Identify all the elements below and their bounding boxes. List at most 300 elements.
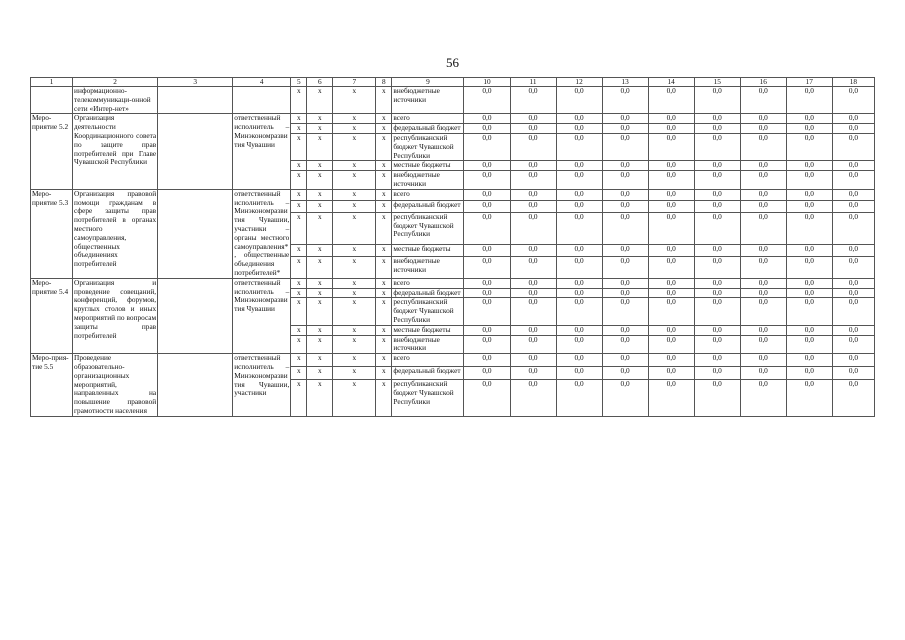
amount-cell: 0,0	[648, 161, 694, 171]
amount-cell: 0,0	[556, 114, 602, 124]
amount-cell: 0,0	[510, 124, 556, 134]
cell-x: x	[376, 189, 392, 201]
amount-cell: 0,0	[740, 114, 786, 124]
amount-cell: 0,0	[786, 189, 832, 201]
amount-cell: 0,0	[740, 87, 786, 114]
cell-x: x	[307, 298, 333, 325]
amount-cell: 0,0	[740, 189, 786, 201]
measure-name: информационно-телекоммуникаци-онной сети «Интер-нет»	[73, 87, 158, 114]
cell-x: x	[376, 367, 392, 380]
amount-cell: 0,0	[740, 245, 786, 257]
amount-cell: 0,0	[464, 124, 510, 134]
funding-source: республиканский бюджет Чувашской Республики	[392, 380, 464, 416]
funding-source: всего	[392, 189, 464, 201]
amount-cell: 0,0	[556, 380, 602, 416]
column-number: 2	[73, 78, 158, 87]
amount-cell: 0,0	[694, 245, 740, 257]
amount-cell: 0,0	[602, 133, 648, 160]
amount-cell: 0,0	[602, 161, 648, 171]
amount-cell: 0,0	[832, 298, 874, 325]
amount-cell: 0,0	[832, 256, 874, 278]
cell-x: x	[376, 212, 392, 244]
amount-cell: 0,0	[556, 124, 602, 134]
amount-cell: 0,0	[786, 298, 832, 325]
cell-x: x	[307, 114, 333, 124]
table-row	[31, 354, 875, 367]
measure-code: Меро-приятие 5.4	[31, 278, 73, 353]
amount-cell: 0,0	[602, 278, 648, 288]
cell-x: x	[291, 114, 307, 124]
cell-x: x	[291, 212, 307, 244]
cell-x: x	[307, 87, 333, 114]
cell-x: x	[291, 245, 307, 257]
cell-x: x	[291, 133, 307, 160]
cell-x: x	[307, 212, 333, 244]
cell-x: x	[307, 124, 333, 134]
funding-source: всего	[392, 114, 464, 124]
cell-x: x	[333, 201, 376, 213]
cell-x: x	[307, 380, 333, 416]
amount-cell: 0,0	[602, 380, 648, 416]
amount-cell: 0,0	[786, 114, 832, 124]
amount-cell: 0,0	[694, 133, 740, 160]
amount-cell: 0,0	[510, 114, 556, 124]
amount-cell: 0,0	[464, 335, 510, 354]
cell-x: x	[376, 87, 392, 114]
measure-code	[31, 87, 73, 114]
table-row	[31, 114, 875, 124]
amount-cell: 0,0	[556, 201, 602, 213]
funding-source: республиканский бюджет Чувашской Республики	[392, 212, 464, 244]
amount-cell: 0,0	[648, 354, 694, 367]
amount-cell: 0,0	[786, 171, 832, 190]
table-row	[31, 189, 875, 201]
column-number: 12	[556, 78, 602, 87]
amount-cell: 0,0	[510, 335, 556, 354]
column-number: 7	[333, 78, 376, 87]
column-number: 13	[602, 78, 648, 87]
amount-cell: 0,0	[556, 367, 602, 380]
amount-cell: 0,0	[510, 367, 556, 380]
amount-cell: 0,0	[832, 133, 874, 160]
amount-cell: 0,0	[648, 245, 694, 257]
cell-x: x	[291, 278, 307, 288]
table-row	[31, 87, 875, 114]
amount-cell: 0,0	[556, 133, 602, 160]
page-number: 56	[446, 55, 459, 70]
amount-cell: 0,0	[556, 87, 602, 114]
column-number: 6	[307, 78, 333, 87]
amount-cell: 0,0	[602, 124, 648, 134]
amount-cell: 0,0	[694, 298, 740, 325]
column-number: 17	[786, 78, 832, 87]
amount-cell: 0,0	[602, 367, 648, 380]
cell-x: x	[307, 189, 333, 201]
amount-cell: 0,0	[510, 87, 556, 114]
amount-cell: 0,0	[510, 354, 556, 367]
measure-code: Меро-прия-тие 5.5	[31, 354, 73, 417]
funding-source: всего	[392, 278, 464, 288]
amount-cell: 0,0	[510, 278, 556, 288]
amount-cell: 0,0	[694, 380, 740, 416]
amount-cell: 0,0	[832, 114, 874, 124]
cell-x: x	[376, 288, 392, 298]
amount-cell: 0,0	[694, 367, 740, 380]
funding-source: федеральный бюджет	[392, 201, 464, 213]
amount-cell: 0,0	[694, 189, 740, 201]
measure-name: Организация и проведение совещаний, конференций, форумов, круглых столов и иных мероприятий по вопросам защиты прав потребителей	[73, 278, 158, 353]
amount-cell: 0,0	[464, 298, 510, 325]
cell-x: x	[307, 354, 333, 367]
funding-source: местные бюджеты	[392, 245, 464, 257]
amount-cell: 0,0	[464, 380, 510, 416]
column-number: 18	[832, 78, 874, 87]
cell-x: x	[333, 114, 376, 124]
amount-cell: 0,0	[464, 245, 510, 257]
amount-cell: 0,0	[556, 256, 602, 278]
amount-cell: 0,0	[464, 367, 510, 380]
cell-x: x	[333, 124, 376, 134]
amount-cell: 0,0	[556, 335, 602, 354]
amount-cell: 0,0	[786, 335, 832, 354]
measure-name: Проведение образовательно-организационных мероприятий, направленных на повышение правовой грамотности населения	[74, 353, 157, 415]
amount-cell: 0,0	[740, 133, 786, 160]
amount-cell: 0,0	[694, 278, 740, 288]
amount-cell: 0,0	[602, 288, 648, 298]
amount-cell: 0,0	[556, 161, 602, 171]
amount-cell: 0,0	[740, 380, 786, 416]
amount-cell: 0,0	[648, 87, 694, 114]
amount-cell: 0,0	[510, 256, 556, 278]
cell-x: x	[291, 354, 307, 367]
funding-source: местные бюджеты	[392, 325, 464, 335]
cell-x: x	[291, 189, 307, 201]
cell-x: x	[333, 189, 376, 201]
cell-x: x	[376, 298, 392, 325]
measure-name: Организация правовой помощи гражданам в сфере защиты прав потребителей в органах местного самоуправления, общественных объединениях потребителей	[73, 189, 158, 278]
amount-cell: 0,0	[740, 288, 786, 298]
amount-cell: 0,0	[556, 189, 602, 201]
amount-cell: 0,0	[556, 171, 602, 190]
cell-x: x	[333, 161, 376, 171]
cell-x: x	[333, 335, 376, 354]
amount-cell: 0,0	[786, 367, 832, 380]
amount-cell: 0,0	[602, 212, 648, 244]
amount-cell: 0,0	[602, 171, 648, 190]
amount-cell: 0,0	[510, 189, 556, 201]
responsible-cell: ответственный исполнитель – Минэкономразвития Чувашии, участники – органы местного самоуправления*, общественные объединения потребителей*	[234, 189, 290, 277]
cell-x: x	[376, 278, 392, 288]
amount-cell: 0,0	[464, 161, 510, 171]
column-number-row	[31, 78, 875, 87]
amount-cell: 0,0	[464, 171, 510, 190]
column-number: 4	[233, 78, 291, 87]
amount-cell: 0,0	[694, 288, 740, 298]
amount-cell: 0,0	[832, 335, 874, 354]
amount-cell: 0,0	[832, 212, 874, 244]
cell-x: x	[291, 161, 307, 171]
column-number: 5	[291, 78, 307, 87]
column-number: 15	[694, 78, 740, 87]
cell-x: x	[333, 256, 376, 278]
amount-cell: 0,0	[464, 114, 510, 124]
amount-cell: 0,0	[602, 87, 648, 114]
amount-cell: 0,0	[464, 212, 510, 244]
amount-cell: 0,0	[464, 133, 510, 160]
amount-cell: 0,0	[740, 325, 786, 335]
amount-cell: 0,0	[556, 212, 602, 244]
amount-cell: 0,0	[832, 87, 874, 114]
amount-cell: 0,0	[694, 201, 740, 213]
column-number: 8	[376, 78, 392, 87]
cell-x: x	[307, 201, 333, 213]
amount-cell: 0,0	[786, 124, 832, 134]
amount-cell: 0,0	[786, 288, 832, 298]
amount-cell: 0,0	[786, 354, 832, 367]
cell-x: x	[307, 161, 333, 171]
amount-cell: 0,0	[464, 354, 510, 367]
cell-x: x	[291, 124, 307, 134]
amount-cell: 0,0	[786, 133, 832, 160]
amount-cell: 0,0	[556, 298, 602, 325]
budget-table	[30, 77, 875, 417]
amount-cell: 0,0	[786, 278, 832, 288]
amount-cell: 0,0	[464, 87, 510, 114]
cell-x: x	[307, 278, 333, 288]
amount-cell: 0,0	[786, 87, 832, 114]
amount-cell: 0,0	[786, 325, 832, 335]
amount-cell: 0,0	[510, 133, 556, 160]
amount-cell: 0,0	[740, 212, 786, 244]
amount-cell: 0,0	[510, 298, 556, 325]
column-number: 9	[392, 78, 464, 87]
amount-cell: 0,0	[464, 325, 510, 335]
measure-code: Меро-приятие 5.3	[31, 189, 73, 278]
cell-x: x	[291, 335, 307, 354]
cell-x: x	[307, 245, 333, 257]
amount-cell: 0,0	[556, 278, 602, 288]
amount-cell: 0,0	[464, 201, 510, 213]
cell-x: x	[376, 325, 392, 335]
amount-cell: 0,0	[602, 245, 648, 257]
responsible-cell: ответственный исполнитель – Минэкономразвития Чувашии	[233, 278, 291, 353]
responsible-cell: ответственный исполнитель – Минэкономразвития Чувашии, участники	[233, 354, 291, 417]
column-number: 16	[740, 78, 786, 87]
implementer-cell	[158, 189, 233, 278]
column-number: 1	[31, 78, 73, 87]
cell-x: x	[291, 380, 307, 416]
cell-x: x	[333, 298, 376, 325]
cell-x: x	[307, 133, 333, 160]
amount-cell: 0,0	[740, 161, 786, 171]
amount-cell: 0,0	[602, 256, 648, 278]
cell-x: x	[333, 245, 376, 257]
amount-cell: 0,0	[510, 380, 556, 416]
cell-x: x	[376, 124, 392, 134]
amount-cell: 0,0	[832, 161, 874, 171]
cell-x: x	[307, 325, 333, 335]
amount-cell: 0,0	[510, 245, 556, 257]
amount-cell: 0,0	[832, 367, 874, 380]
amount-cell: 0,0	[602, 354, 648, 367]
amount-cell: 0,0	[786, 256, 832, 278]
table-body	[31, 78, 875, 417]
amount-cell: 0,0	[694, 114, 740, 124]
amount-cell: 0,0	[740, 367, 786, 380]
implementer-cell	[158, 114, 233, 189]
amount-cell: 0,0	[648, 288, 694, 298]
amount-cell: 0,0	[648, 171, 694, 190]
cell-x: x	[376, 335, 392, 354]
cell-x: x	[333, 87, 376, 114]
amount-cell: 0,0	[740, 354, 786, 367]
table-row	[31, 278, 875, 288]
amount-cell: 0,0	[832, 325, 874, 335]
funding-source: республиканский бюджет Чувашской Республики	[392, 133, 464, 160]
amount-cell: 0,0	[740, 256, 786, 278]
responsible-cell: ответственный исполнитель – Минэкономразвития Чувашии	[233, 114, 291, 189]
amount-cell: 0,0	[602, 189, 648, 201]
cell-x: x	[307, 367, 333, 380]
responsible-cell	[233, 87, 291, 114]
funding-source: федеральный бюджет	[392, 288, 464, 298]
amount-cell: 0,0	[832, 380, 874, 416]
amount-cell: 0,0	[740, 278, 786, 288]
amount-cell: 0,0	[694, 335, 740, 354]
cell-x: x	[291, 201, 307, 213]
cell-x: x	[291, 367, 307, 380]
funding-source: республиканский бюджет Чувашской Республики	[392, 298, 464, 325]
column-number: 10	[464, 78, 510, 87]
amount-cell: 0,0	[510, 171, 556, 190]
cell-x: x	[333, 212, 376, 244]
funding-source: внебюджетные источники	[392, 87, 464, 114]
cell-x: x	[291, 325, 307, 335]
cell-x: x	[307, 335, 333, 354]
cell-x: x	[291, 288, 307, 298]
amount-cell: 0,0	[832, 124, 874, 134]
cell-x: x	[333, 325, 376, 335]
amount-cell: 0,0	[464, 189, 510, 201]
amount-cell: 0,0	[648, 189, 694, 201]
implementer-cell	[158, 278, 233, 353]
amount-cell: 0,0	[832, 278, 874, 288]
cell-x: x	[291, 171, 307, 190]
amount-cell: 0,0	[740, 171, 786, 190]
cell-x: x	[333, 133, 376, 160]
cell-x: x	[333, 367, 376, 380]
cell-x: x	[291, 256, 307, 278]
funding-source: местные бюджеты	[392, 161, 464, 171]
amount-cell: 0,0	[694, 256, 740, 278]
amount-cell: 0,0	[556, 245, 602, 257]
amount-cell: 0,0	[694, 161, 740, 171]
cell-x: x	[376, 171, 392, 190]
cell-x: x	[376, 114, 392, 124]
amount-cell: 0,0	[694, 124, 740, 134]
amount-cell: 0,0	[648, 298, 694, 325]
amount-cell: 0,0	[648, 256, 694, 278]
amount-cell: 0,0	[832, 171, 874, 190]
cell-x: x	[333, 171, 376, 190]
amount-cell: 0,0	[832, 189, 874, 201]
cell-x: x	[376, 161, 392, 171]
amount-cell: 0,0	[694, 212, 740, 244]
amount-cell: 0,0	[648, 278, 694, 288]
amount-cell: 0,0	[832, 354, 874, 367]
cell-x: x	[307, 171, 333, 190]
cell-x: x	[376, 201, 392, 213]
column-number: 14	[648, 78, 694, 87]
funding-source: внебюджетные источники	[392, 256, 464, 278]
amount-cell: 0,0	[786, 212, 832, 244]
amount-cell: 0,0	[648, 380, 694, 416]
amount-cell: 0,0	[648, 335, 694, 354]
cell-x: x	[376, 354, 392, 367]
amount-cell: 0,0	[832, 245, 874, 257]
amount-cell: 0,0	[694, 87, 740, 114]
amount-cell: 0,0	[694, 354, 740, 367]
amount-cell: 0,0	[648, 212, 694, 244]
cell-x: x	[291, 298, 307, 325]
amount-cell: 0,0	[832, 288, 874, 298]
amount-cell: 0,0	[740, 335, 786, 354]
cell-x: x	[307, 288, 333, 298]
amount-cell: 0,0	[648, 325, 694, 335]
amount-cell: 0,0	[786, 161, 832, 171]
cell-x: x	[291, 87, 307, 114]
amount-cell: 0,0	[464, 256, 510, 278]
cell-x: x	[376, 380, 392, 416]
amount-cell: 0,0	[786, 201, 832, 213]
amount-cell: 0,0	[510, 212, 556, 244]
amount-cell: 0,0	[832, 201, 874, 213]
implementer-cell	[158, 354, 233, 417]
amount-cell: 0,0	[510, 325, 556, 335]
amount-cell: 0,0	[786, 380, 832, 416]
amount-cell: 0,0	[510, 201, 556, 213]
amount-cell: 0,0	[694, 325, 740, 335]
amount-cell: 0,0	[556, 354, 602, 367]
implementer-cell	[158, 87, 233, 114]
cell-x: x	[376, 256, 392, 278]
amount-cell: 0,0	[602, 325, 648, 335]
amount-cell: 0,0	[740, 124, 786, 134]
amount-cell: 0,0	[648, 114, 694, 124]
amount-cell: 0,0	[510, 288, 556, 298]
funding-source: федеральный бюджет	[392, 367, 464, 380]
funding-source: всего	[392, 354, 464, 367]
amount-cell: 0,0	[740, 201, 786, 213]
amount-cell: 0,0	[694, 171, 740, 190]
cell-x: x	[333, 380, 376, 416]
column-number: 11	[510, 78, 556, 87]
amount-cell: 0,0	[464, 278, 510, 288]
amount-cell: 0,0	[648, 133, 694, 160]
funding-source: федеральный бюджет	[392, 124, 464, 134]
measure-code: Меро-приятие 5.2	[31, 114, 73, 189]
cell-x: x	[307, 256, 333, 278]
amount-cell: 0,0	[740, 298, 786, 325]
cell-x: x	[333, 278, 376, 288]
amount-cell: 0,0	[648, 124, 694, 134]
amount-cell: 0,0	[602, 298, 648, 325]
cell-x: x	[376, 133, 392, 160]
amount-cell: 0,0	[786, 245, 832, 257]
column-number: 3	[158, 78, 233, 87]
funding-source: внебюджетные источники	[392, 335, 464, 354]
amount-cell: 0,0	[602, 335, 648, 354]
